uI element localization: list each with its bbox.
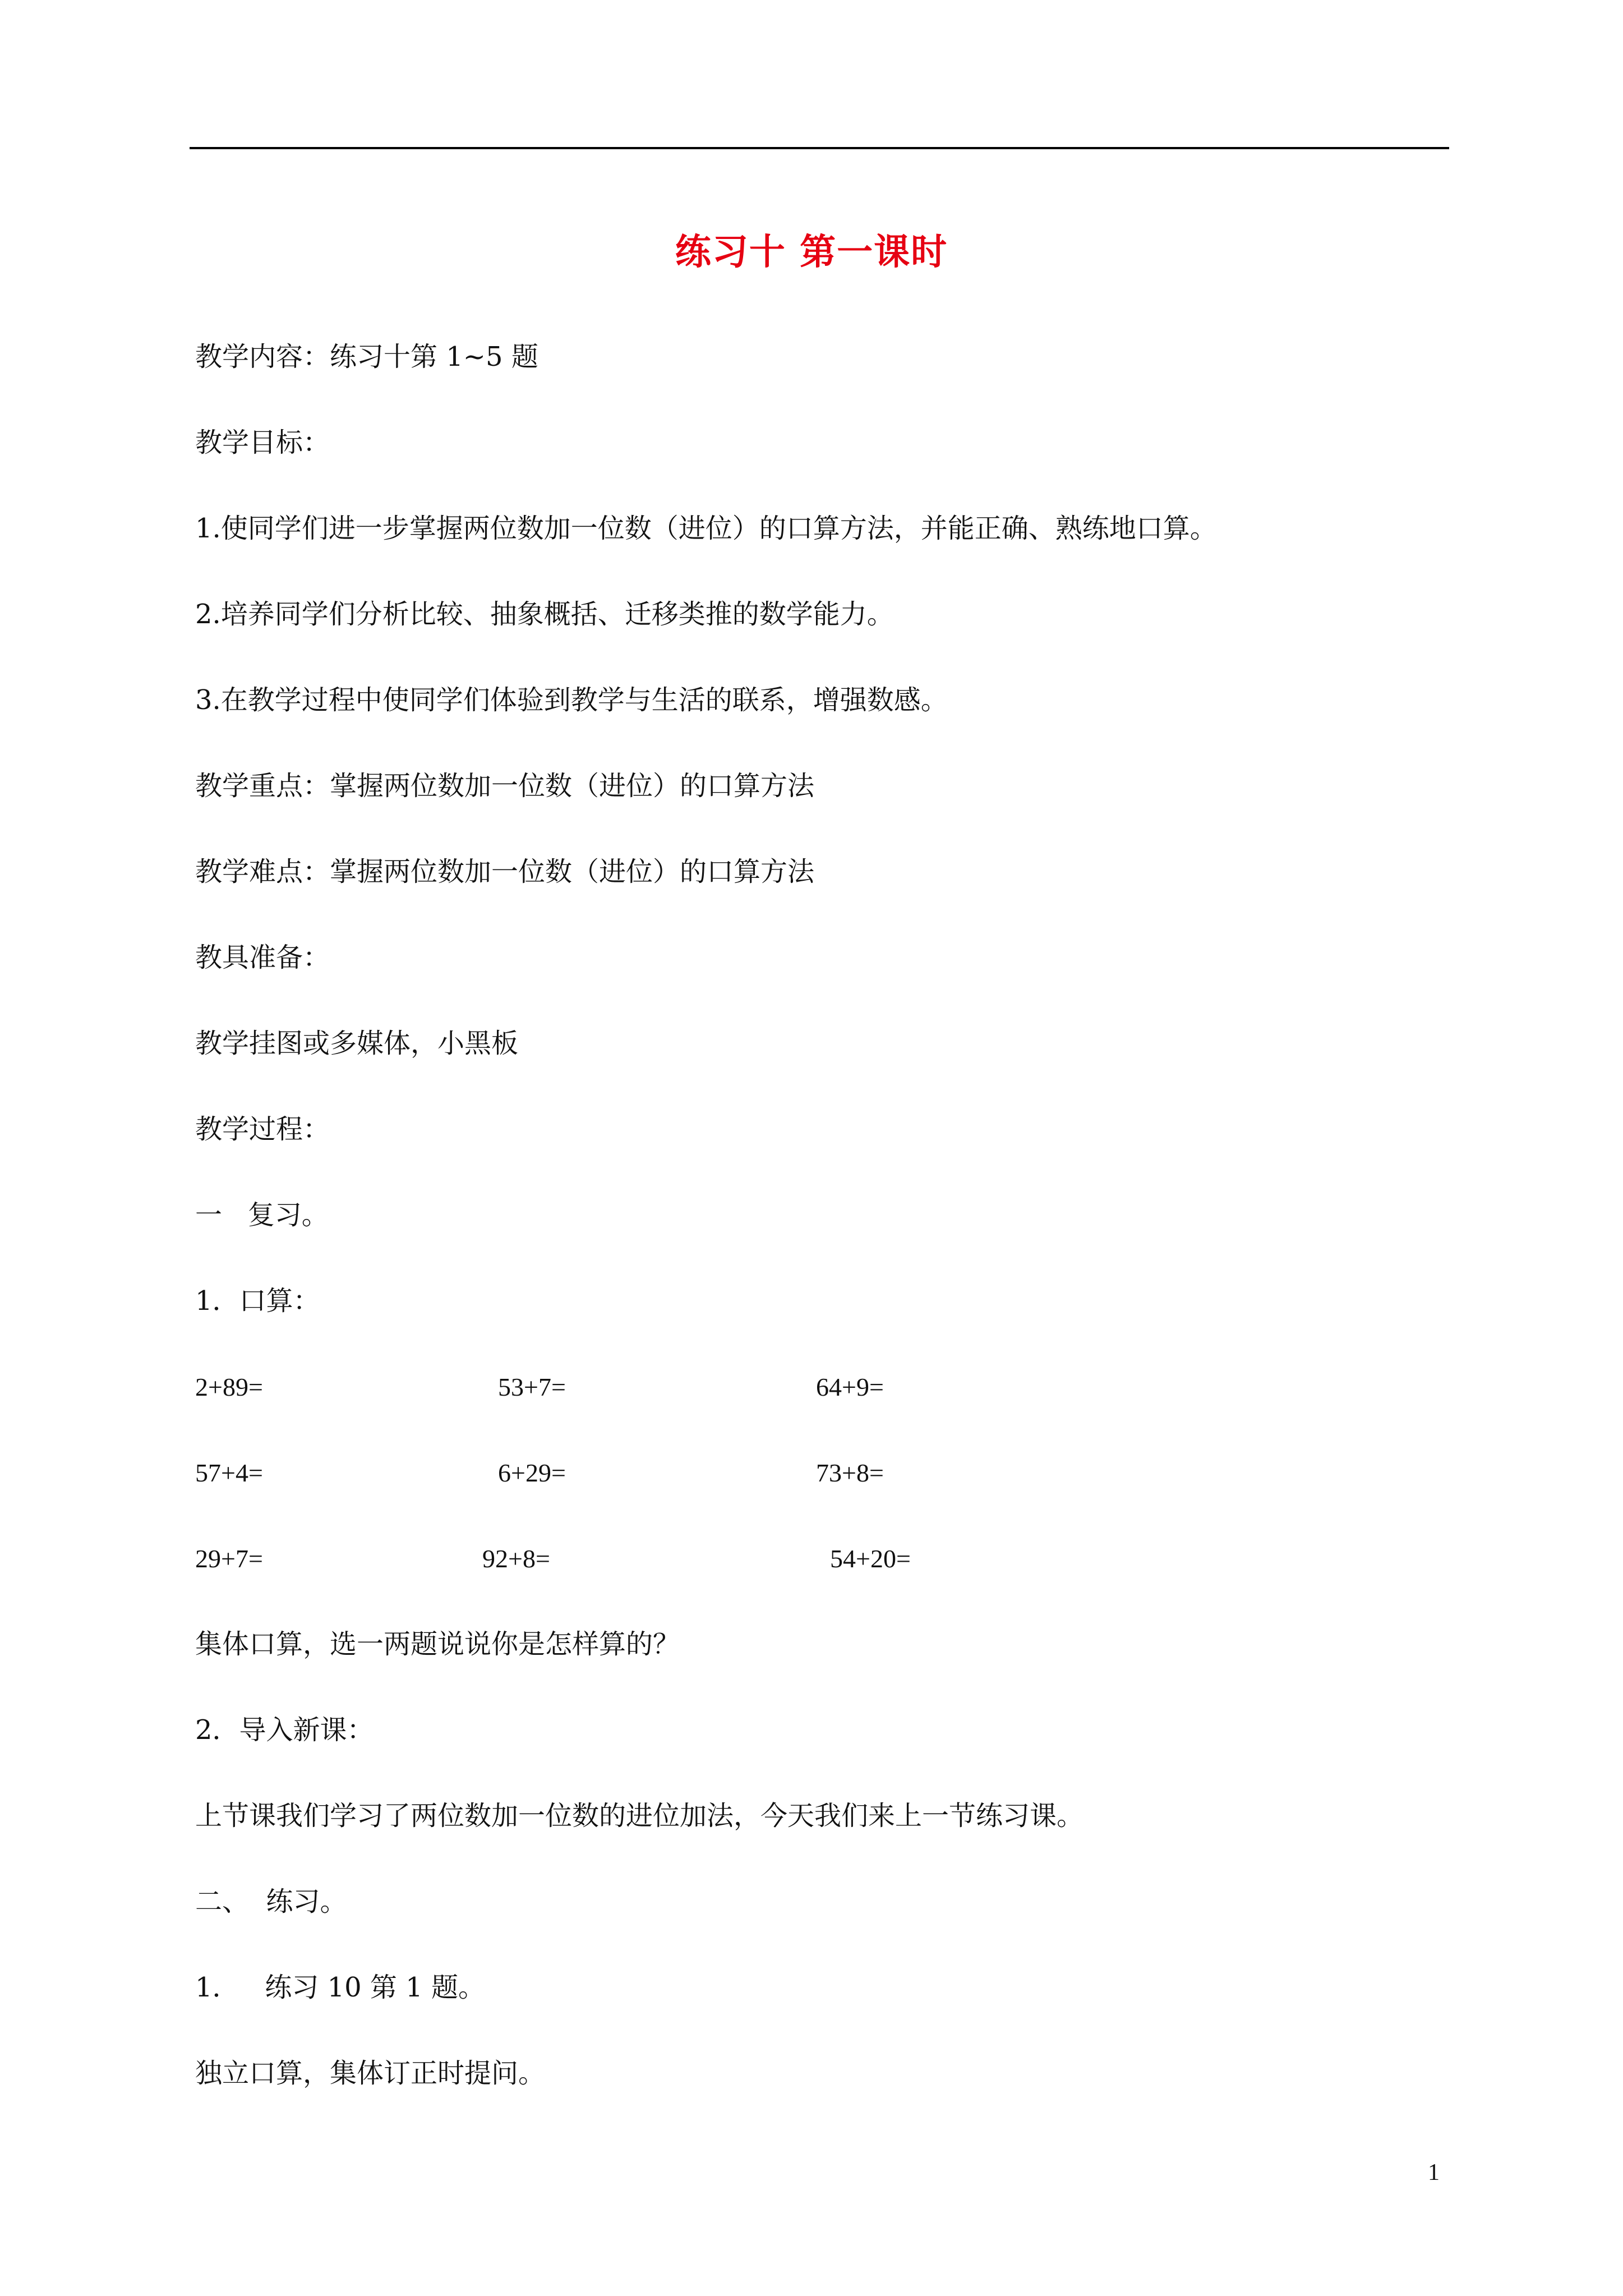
section-practice: 二、 练习。 xyxy=(195,1886,347,1917)
exercise-1: 1． 练习 10 第 1 题。 xyxy=(195,1972,485,2003)
section-review: 一 复习。 xyxy=(195,1199,329,1231)
lesson-intro: 上节课我们学习了两位数加一位数的进位加法，今天我们来上一节练习课。 xyxy=(195,1800,1084,1832)
exercise-1-note: 独立口算，集体订正时提问。 xyxy=(195,2058,546,2089)
objective-1: 1.使同学们进一步掌握两位数加一位数（进位）的口算方法，并能正确、熟练地口算。 xyxy=(195,513,1217,544)
key-point: 教学重点：掌握两位数加一位数（进位）的口算方法 xyxy=(195,770,815,802)
objective-2: 2.培养同学们分析比较、抽象概括、迁移类推的数学能力。 xyxy=(195,599,894,630)
calc-r2-c2: 6+29= xyxy=(498,1458,566,1487)
item-oral-calc: 1．口算： xyxy=(195,1285,320,1317)
objective-3: 3.在教学过程中使同学们体验到教学与生活的联系，增强数感。 xyxy=(195,684,948,716)
objectives-heading: 教学目标： xyxy=(195,427,330,458)
teaching-content: 教学内容：练习十第 1~5 题 xyxy=(195,341,538,372)
calc-r2-c3: 73+8= xyxy=(816,1458,884,1487)
materials-heading: 教具准备： xyxy=(195,942,330,973)
calc-r3-c2: 92+8= xyxy=(482,1544,550,1573)
calc-r1-c1: 2+89= xyxy=(195,1373,263,1401)
item-new-lesson: 2．导入新课： xyxy=(195,1714,374,1746)
header-rule xyxy=(190,147,1449,149)
document-title: 练习十 第一课时 xyxy=(675,231,948,273)
calc-r2-c1: 57+4= xyxy=(195,1458,263,1487)
materials: 教学挂图或多媒体，小黑板 xyxy=(195,1028,519,1059)
page-number: 1 xyxy=(1428,2160,1440,2185)
calc-r1-c3: 64+9= xyxy=(816,1373,884,1401)
group-calc: 集体口算，选一两题说说你是怎样算的？ xyxy=(195,1628,680,1660)
calc-r3-c3: 54+20= xyxy=(830,1544,911,1573)
process-heading: 教学过程： xyxy=(195,1114,330,1145)
calc-r3-c1: 29+7= xyxy=(195,1544,263,1573)
difficulty: 教学难点：掌握两位数加一位数（进位）的口算方法 xyxy=(195,856,815,887)
calc-r1-c2: 53+7= xyxy=(498,1373,566,1401)
